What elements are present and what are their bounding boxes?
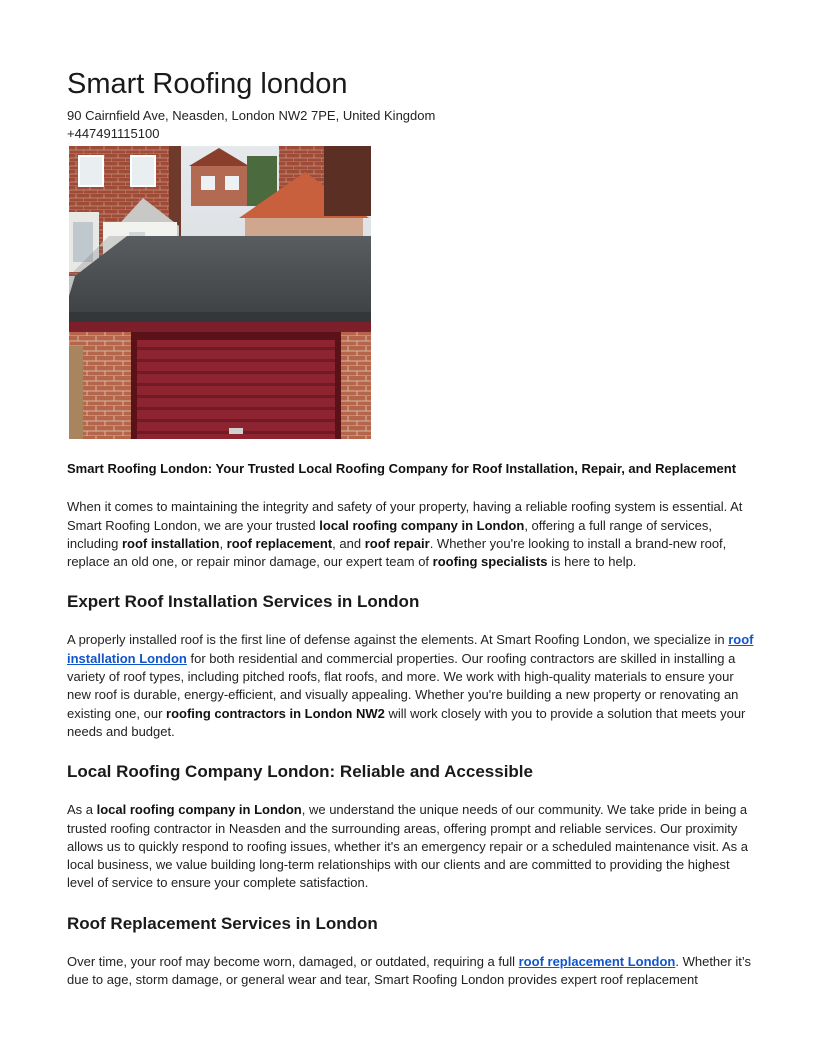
local-paragraph [67,801,757,892]
phone-text: +447491115100 [67,126,160,141]
replacement-paragraph [67,953,757,990]
intro-text: , and [332,535,365,551]
article-body [67,460,757,1009]
roof-photo [69,146,371,439]
local-bold: local roofing company in London [96,802,302,818]
section-heading-installation: Expert Roof Installation Services in London [67,592,420,612]
installation-bold: roofing contractors in London NW2 [166,705,385,721]
roof-installation-link[interactable]: roof installation London [67,632,754,666]
intro-bold: local roofing company in London [319,517,525,533]
roof-replacement-link[interactable]: roof replacement London [518,953,676,969]
replacement-text: Over time, your roof may become worn, damaged, or outdated, requiring a full [67,953,519,969]
local-text: As a [67,802,97,818]
intro-bold: roof repair [364,535,430,551]
page-title: Smart Roofing london [67,68,348,100]
intro-text: . Whether you're looking to install a brand-new roof, replace an old one, or repair minor damage, our expert team of [67,535,727,570]
intro-text: , offering a full range of services, including [67,517,712,551]
intro-text: , [219,535,227,551]
intro-bold: roof installation [121,535,220,551]
replacement-text: . Whether it’s due to age, storm damage, or general wear and tear, Smart Roofing London provides expert roof replacement [67,953,751,988]
intro-bold: roof replacement [226,535,333,551]
installation-text: A properly installed roof is the first line of defense against the elements. At Smart Roofing London, we specialize in [67,632,729,648]
local-text: , we understand the unique needs of our community. We take pride in being a trusted roofing contractor in Neasden and the surrounding areas, offering prompt and reliable services. Our proximity allows us to quickly respond to roofing issues, whether it's an emergency repair or a scheduled maintenance visit. As a local business, we value building long-term relationships with our clients and are committed to providing the highest level of service to ensure your complete satisfaction. [67,802,749,891]
intro-bold: roofing specialists [432,554,548,570]
address-text: 90 Cairnfield Ave, Neasden, London NW2 7PE, United Kingdom [67,108,436,123]
section-heading-local: Local Roofing Company London: Reliable and Accessible [67,762,533,782]
intro-text: When it comes to maintaining the integrity and safety of your property, having a reliable roofing system is essential. At Smart Roofing London, we are your trusted [67,499,743,533]
installation-text: will work closely with you to provide a solution that meets your needs and budget. [67,705,746,739]
installation-text: for both residential and commercial properties. Our roofing contractors are skilled in installing a variety of roof types, including pitched roofs, flat roofs, and more. We work with high-quality materials to ensure your new roof is durable, energy-efficient, and visually appealing. Whether you're building a new property or renovating an existing one, our [67,650,739,721]
lead-heading: Smart Roofing London: Your Trusted Local Roofing Company for Roof Installation, Repair, and Replacement [67,461,737,476]
installation-paragraph [67,631,757,741]
intro-text: is here to help. [547,554,637,570]
section-heading-replacement: Roof Replacement Services in London [67,913,378,933]
contact-block [67,107,435,143]
intro-paragraph [67,498,757,571]
flat-roof-garage-image [69,146,371,439]
